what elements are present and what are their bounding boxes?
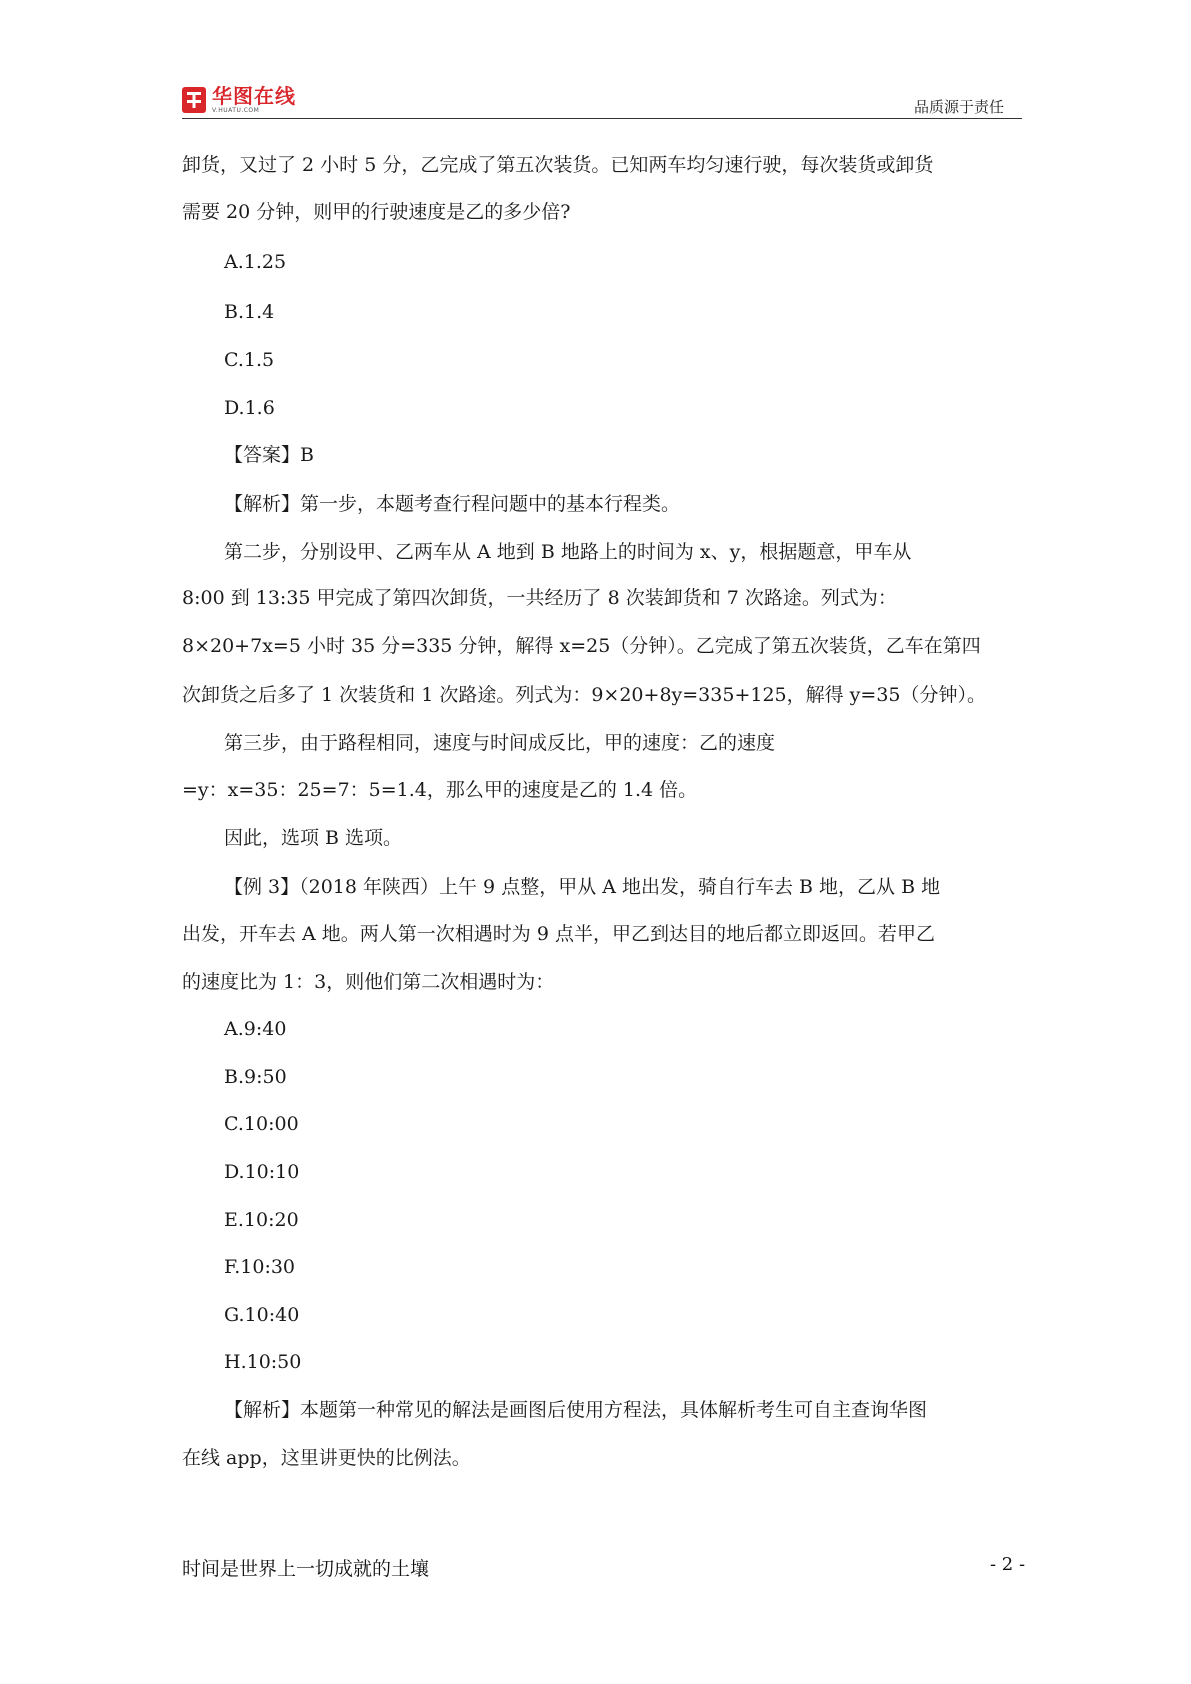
option-line: A.1.25 <box>224 251 287 273</box>
header-slogan: 品质源于责任 <box>913 98 1004 116</box>
option-line: F.10:30 <box>224 1256 296 1278</box>
body-line: 需要 20 分钟，则甲的行驶速度是乙的多少倍? <box>182 201 571 223</box>
header-divider <box>182 118 1022 119</box>
body-line: 在线 app，这里讲更快的比例法。 <box>182 1447 471 1469</box>
page-header <box>182 84 1022 118</box>
option-line: D.1.6 <box>224 397 275 419</box>
huatu-logo-icon <box>182 87 206 113</box>
option-line: H.10:50 <box>224 1351 302 1373</box>
body-line: 的速度比为 1：3，则他们第二次相遇时为： <box>182 971 555 993</box>
answer-line: 【答案】B <box>224 444 314 466</box>
body-line: 第三步，由于路程相同，速度与时间成反比，甲的速度：乙的速度 <box>224 732 776 754</box>
analysis-line: 【解析】本题第一种常见的解法是画图后使用方程法，具体解析考生可自主查询华图 <box>224 1399 928 1421</box>
option-line: B.1.4 <box>224 301 275 323</box>
logo-name: 华图在线 <box>212 84 296 108</box>
body-line: 卸货，又过了 2 小时 5 分，乙完成了第五次装货。已知两车均匀速行驶，每次装货或卸货 <box>182 154 934 176</box>
example-line: 【例 3】（2018 年陕西）上午 9 点整，甲从 A 地出发，骑自行车去 B 地，乙从 B 地 <box>224 876 941 898</box>
option-line: C.1.5 <box>224 349 275 371</box>
body-line: 8×20+7x=5 小时 35 分=335 分钟，解得 x=25（分钟）。乙完成了第五次装货，乙车在第四 <box>182 635 981 657</box>
analysis-line: 【解析】第一步，本题考查行程问题中的基本行程类。 <box>224 493 681 515</box>
page-number: - 2 - <box>990 1554 1026 1575</box>
body-line: 出发，开车去 A 地。两人第一次相遇时为 9 点半，甲乙到达目的地后都立即返回。若甲乙 <box>182 923 935 945</box>
huatu-logo <box>182 84 296 116</box>
option-line: B.9:50 <box>224 1066 287 1088</box>
option-line: E.10:20 <box>224 1209 299 1231</box>
option-line: C.10:00 <box>224 1113 299 1135</box>
logo-url: V.HUATU.COM <box>212 107 260 114</box>
option-line: D.10:10 <box>224 1161 300 1183</box>
body-line: 因此，选项 B 选项。 <box>224 827 403 849</box>
body-line: 8:00 到 13:35 甲完成了第四次卸货，一共经历了 8 次装卸货和 7 次路途。列式为： <box>182 587 897 609</box>
body-line: =y：x=35：25=7：5=1.4，那么甲的速度是乙的 1.4 倍。 <box>182 779 698 801</box>
option-line: A.9:40 <box>224 1018 287 1040</box>
body-line: 次卸货之后多了 1 次装货和 1 次路途。列式为：9×20+8y=335+125，解得 y=35（分钟）。 <box>182 684 987 706</box>
option-line: G.10:40 <box>224 1304 300 1326</box>
footer-motto: 时间是世界上一切成就的土壤 <box>182 1558 430 1580</box>
body-line: 第二步，分别设甲、乙两车从 A 地到 B 地路上的时间为 x、y，根据题意，甲车从 <box>224 541 912 563</box>
